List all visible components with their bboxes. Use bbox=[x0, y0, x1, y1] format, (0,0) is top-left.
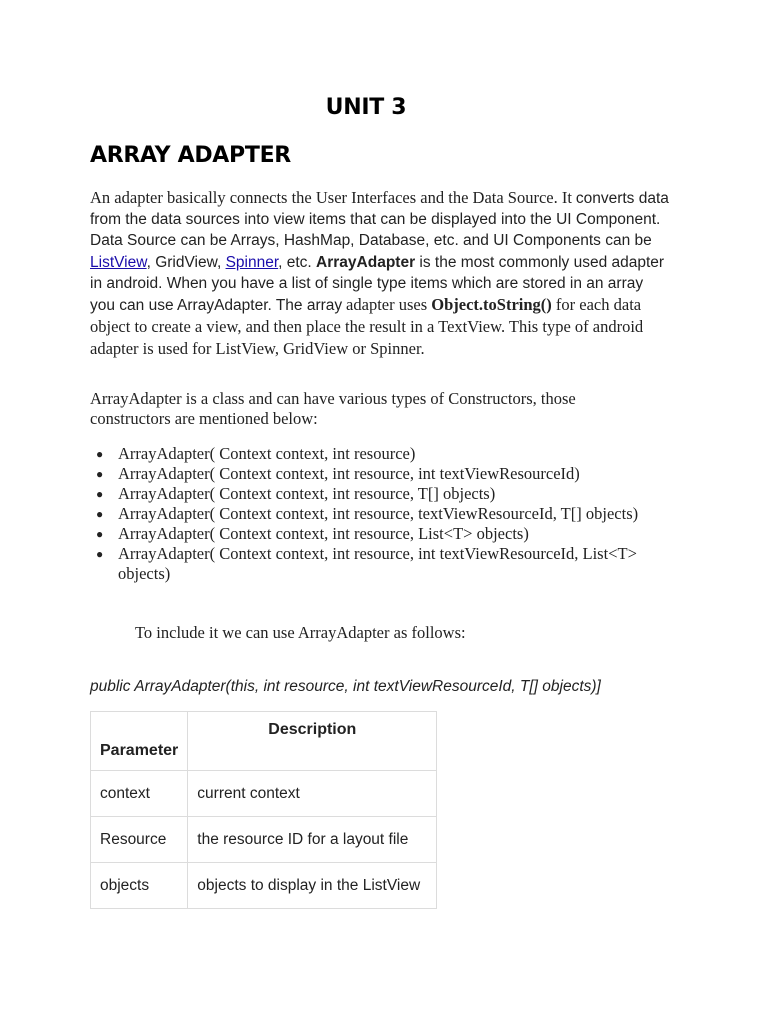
constructor-text: ArrayAdapter( Context context, int resource, textViewResourceId, T[] objects) bbox=[118, 504, 639, 523]
bullet-icon: ● bbox=[96, 447, 104, 461]
constructor-signature: public ArrayAdapter(this, int resource, int textViewResourceId, T[] objects)] bbox=[90, 678, 601, 695]
bullet-icon: ● bbox=[96, 487, 104, 501]
listview-link[interactable]: ListView bbox=[90, 253, 147, 271]
table-header-row bbox=[91, 712, 437, 771]
spinner-link[interactable]: Spinner bbox=[225, 253, 279, 271]
parameter-table bbox=[90, 711, 437, 909]
description-cell: objects to display in the ListView bbox=[188, 863, 437, 909]
tostring-bold: Object.toString() bbox=[431, 295, 552, 315]
intro-text-5: is the most commonly used adapter in android. When you have a list of single type items which are stored in an array you can use ArrayAdapter. The array bbox=[90, 253, 665, 315]
intro-text-4: , etc. bbox=[278, 253, 317, 271]
intro-text-7: for each data object to create a view, and then place the result in a TextView. This type of android adapter is used for ListView, GridView or Spinner. bbox=[90, 295, 644, 359]
constructor-text: ArrayAdapter( Context context, int resource, int textViewResourceId, List<T> objects) bbox=[118, 544, 637, 583]
arrayadapter-bold: ArrayAdapter bbox=[316, 253, 416, 271]
bullet-icon: ● bbox=[96, 467, 104, 481]
bullet-icon: ● bbox=[96, 527, 104, 541]
constructor-text: ArrayAdapter( Context context, int resource, int textViewResourceId) bbox=[118, 464, 580, 483]
parameter-cell: objects bbox=[91, 863, 188, 909]
header-description: Description bbox=[188, 712, 437, 771]
list-item bbox=[96, 464, 678, 484]
list-item bbox=[96, 504, 678, 524]
header-parameter: Parameter bbox=[91, 712, 188, 771]
list-item bbox=[96, 444, 678, 464]
constructor-text: ArrayAdapter( Context context, int resource, T[] objects) bbox=[118, 484, 496, 503]
unit-title: UNIT 3 bbox=[325, 95, 407, 120]
table-row bbox=[91, 771, 437, 817]
description-cell: current context bbox=[188, 771, 437, 817]
bullet-icon: ● bbox=[96, 507, 104, 521]
list-item bbox=[96, 524, 678, 544]
table-row bbox=[91, 863, 437, 909]
list-item bbox=[96, 544, 678, 584]
constructors-intro: ArrayAdapter is a class and can have various types of Constructors, those constructors are mentioned below: bbox=[90, 389, 576, 428]
list-item bbox=[96, 484, 678, 504]
parameter-cell: context bbox=[91, 771, 188, 817]
parameter-cell: Resource bbox=[91, 817, 188, 863]
intro-text-6: adapter uses bbox=[346, 295, 432, 315]
intro-text-2: converts data from the data sources into view items that can be displayed into the UI Component. Data Source can be Arrays, HashMap, Database, etc. and UI Components can be bbox=[90, 190, 669, 250]
section-title: ARRAY ADAPTER bbox=[90, 143, 291, 168]
constructor-list bbox=[90, 444, 678, 584]
bullet-icon: ● bbox=[96, 547, 104, 561]
intro-text-1: An adapter basically connects the User Interfaces and the Data Source. It bbox=[90, 188, 572, 207]
intro-paragraph bbox=[90, 187, 670, 361]
intro-text-3: , GridView, bbox=[146, 253, 226, 271]
table-row bbox=[91, 817, 437, 863]
description-cell: the resource ID for a layout file bbox=[188, 817, 437, 863]
include-note: To include it we can use ArrayAdapter as follows: bbox=[135, 623, 466, 642]
constructor-text: ArrayAdapter( Context context, int resource) bbox=[118, 444, 416, 463]
constructor-text: ArrayAdapter( Context context, int resource, List<T> objects) bbox=[118, 524, 529, 543]
